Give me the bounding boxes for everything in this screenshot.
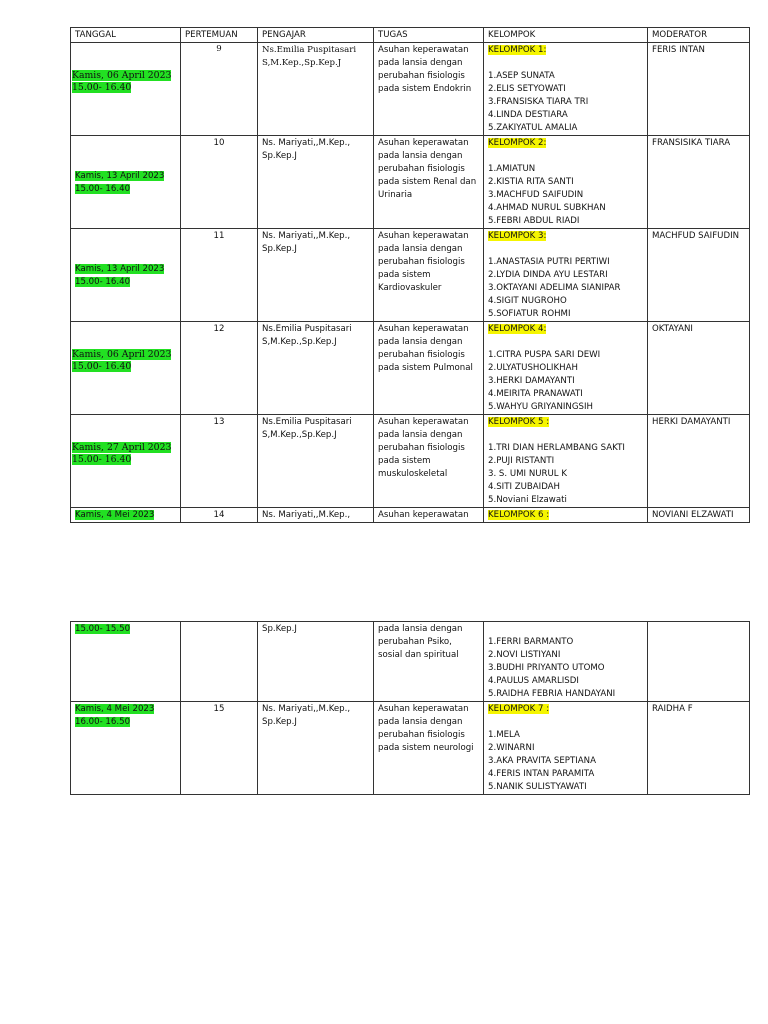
- teacher-cell: Ns. Mariyati,,M.Kep.,: [258, 508, 374, 523]
- member-item: 1.FERRI BARMANTO: [488, 637, 574, 647]
- table-row: [71, 322, 750, 415]
- time-text: 15.00- 16.40: [75, 183, 131, 194]
- group-cell: [484, 702, 648, 795]
- date-cell: [71, 415, 181, 508]
- table-row: [71, 622, 750, 702]
- task-cell: [374, 43, 484, 136]
- member-item: 3.AKA PRAVITA SEPTIANA: [488, 756, 596, 766]
- member-item: 1.ANASTASIA PUTRI PERTIWI: [488, 257, 610, 267]
- member-item: 1.TRI DIAN HERLAMBANG SAKTI: [488, 443, 625, 453]
- task-cell: [374, 702, 484, 795]
- member-item: 1.ASEP SUNATA: [488, 71, 555, 81]
- task-line: Asuhan keperawatan: [378, 417, 469, 427]
- teacher-cell: [258, 415, 374, 508]
- date-text: Kamis, 27 April 2023: [72, 441, 172, 453]
- group-label: KELOMPOK 2:: [488, 138, 547, 148]
- task-line: pada lansia dengan: [378, 151, 463, 161]
- header-tugas: TUGAS: [374, 28, 484, 43]
- task-cell: [374, 136, 484, 229]
- task-line: perubahan fisiologis: [378, 71, 465, 81]
- header-kelompok: KELOMPOK: [484, 28, 648, 43]
- time-text: 16.00- 16.50: [75, 717, 131, 727]
- moderator-cell: OKTAYANI: [648, 322, 750, 415]
- task-cell: [374, 415, 484, 508]
- date-cell: [71, 702, 181, 795]
- time-text: 15.00- 16.40: [75, 276, 131, 287]
- member-item: 4.SITI ZUBAIDAH: [488, 482, 560, 492]
- member-item: 3.BUDHI PRIYANTO UTOMO: [488, 663, 605, 673]
- task-line: pada sistem Pulmonal: [378, 363, 473, 373]
- task-line: pada lansia dengan: [378, 717, 463, 727]
- meeting-number: 15: [181, 702, 258, 795]
- task-line: pada sistem Renal dan: [378, 177, 477, 187]
- group-label: KELOMPOK 1:: [488, 45, 547, 55]
- member-item: 4.SIGIT NUGROHO: [488, 296, 567, 306]
- meeting-number: 12: [181, 322, 258, 415]
- group-cell: [484, 508, 648, 523]
- time-text: 15.00- 16.40: [72, 453, 132, 465]
- date-text: Kamis, 4 Mei 2023: [75, 510, 155, 520]
- date-cell: [71, 322, 181, 415]
- teacher-line: Ns.Emilia Puspitasari: [262, 45, 357, 55]
- task-line: perubahan fisiologis: [378, 257, 465, 267]
- task-cell: [374, 322, 484, 415]
- task-cell: Asuhan keperawatan: [374, 508, 484, 523]
- task-line: perubahan fisiologis: [378, 443, 465, 453]
- member-item: 3.FRANSISKA TIARA TRI: [488, 97, 589, 107]
- group-label: KELOMPOK 6 :: [488, 510, 550, 520]
- teacher-line: Ns. Mariyati,,M.Kep.,: [262, 138, 351, 148]
- meeting-number: 10: [181, 136, 258, 229]
- task-line: pada sistem: [378, 270, 431, 280]
- member-item: 5.SOFIATUR ROHMI: [488, 309, 571, 319]
- header-row: [71, 28, 750, 43]
- meeting-number: [181, 622, 258, 702]
- table-row: [71, 415, 750, 508]
- task-line: pada lansia dengan: [378, 244, 463, 254]
- date-text: Kamis, 13 April 2023: [75, 170, 165, 181]
- task-line: Asuhan keperawatan: [378, 231, 469, 241]
- task-cell: [374, 622, 484, 702]
- member-item: 3. S. UMI NURUL K: [488, 469, 567, 479]
- date-cell: [71, 508, 181, 523]
- meeting-number: 11: [181, 229, 258, 322]
- time-text: 15.00- 16.40: [72, 81, 132, 93]
- teacher-line: Sp.Kep.J: [262, 151, 297, 161]
- date-cell: [71, 229, 181, 322]
- schedule-table: [70, 27, 750, 523]
- member-item: 3.MACHFUD SAIFUDIN: [488, 190, 584, 200]
- time-text: 15.00- 15.50: [75, 624, 131, 634]
- member-item: 2.LYDIA DINDA AYU LESTARI: [488, 270, 608, 280]
- task-line: Kardiovaskuler: [378, 283, 442, 293]
- member-item: 5.WAHYU GRIYANINGSIH: [488, 402, 593, 412]
- member-item: 5.RAIDHA FEBRIA HANDAYANI: [488, 689, 616, 699]
- moderator-cell: FERIS INTAN: [648, 43, 750, 136]
- member-item: 5.FEBRI ABDUL RIADI: [488, 216, 580, 226]
- member-item: 1.CITRA PUSPA SARI DEWI: [488, 350, 601, 360]
- member-item: 2.ULYATUSHOLIKHAH: [488, 363, 578, 373]
- member-item: 2.PUJI RISTANTI: [488, 456, 555, 466]
- group-label: KELOMPOK 7 :: [488, 704, 550, 714]
- meeting-number: 9: [181, 43, 258, 136]
- teacher-line: Ns.Emilia Puspitasari: [262, 417, 352, 427]
- moderator-cell: MACHFUD SAIFUDIN: [648, 229, 750, 322]
- member-item: 2.KISTIA RITA SANTI: [488, 177, 574, 187]
- task-line: pada sistem Endokrin: [378, 84, 472, 94]
- teacher-line: Ns. Mariyati,,M.Kep.,: [262, 231, 351, 241]
- task-line: pada lansia dengan: [378, 58, 463, 68]
- member-item: 3.OKTAYANI ADELIMA SIANIPAR: [488, 283, 621, 293]
- teacher-cell: [258, 43, 374, 136]
- group-cell: [484, 322, 648, 415]
- header-tanggal: TANGGAL: [71, 28, 181, 43]
- task-line: Asuhan keperawatan: [378, 138, 469, 148]
- teacher-cell: [258, 702, 374, 795]
- teacher-line: S,M.Kep.,Sp.Kep.J: [262, 430, 337, 440]
- task-line: perubahan Psiko,: [378, 637, 452, 647]
- task-cell: [374, 229, 484, 322]
- teacher-cell: [258, 229, 374, 322]
- moderator-cell: [648, 622, 750, 702]
- task-line: pada lansia dengan: [378, 430, 463, 440]
- task-line: pada lansia dengan: [378, 337, 463, 347]
- task-line: muskuloskeletal: [378, 469, 448, 479]
- task-line: perubahan fisiologis: [378, 730, 465, 740]
- time-text: 15.00- 16.40: [72, 360, 132, 372]
- date-text: Kamis, 13 April 2023: [75, 263, 165, 274]
- table-row: [71, 136, 750, 229]
- meeting-number: 14: [181, 508, 258, 523]
- group-label: KELOMPOK 3:: [488, 231, 547, 241]
- table-row: [71, 702, 750, 795]
- schedule-table-continued: [70, 621, 750, 795]
- date-cell: [71, 136, 181, 229]
- group-cell: [484, 229, 648, 322]
- table-row: [71, 508, 750, 523]
- member-item: 4.LINDA DESTIARA: [488, 110, 568, 120]
- time-cell: [71, 622, 181, 702]
- member-item: 2.ELIS SETYOWATI: [488, 84, 566, 94]
- group-cell: [484, 415, 648, 508]
- moderator-cell: NOVIANI ELZAWATI: [648, 508, 750, 523]
- task-line: perubahan fisiologis: [378, 164, 465, 174]
- date-text: Kamis, 4 Mei 2023: [75, 704, 155, 714]
- group-cell: [484, 43, 648, 136]
- teacher-line: Sp.Kep.J: [262, 717, 297, 727]
- teacher-line: S,M.Kep.,Sp.Kep.J: [262, 58, 342, 68]
- moderator-cell: RAIDHA F: [648, 702, 750, 795]
- member-item: 5.Noviani Elzawati: [488, 495, 567, 505]
- group-cell: [484, 622, 648, 702]
- member-item: 5.ZAKIYATUL AMALIA: [488, 123, 578, 133]
- group-label: KELOMPOK 4:: [488, 324, 547, 334]
- member-item: 4.AHMAD NURUL SUBKHAN: [488, 203, 606, 213]
- member-item: 4.PAULUS AMARLISDI: [488, 676, 579, 686]
- teacher-line: Ns.Emilia Puspitasari: [262, 324, 352, 334]
- date-cell: [71, 43, 181, 136]
- moderator-cell: FRANSISIKA TIARA: [648, 136, 750, 229]
- date-text: Kamis, 06 April 2023: [72, 69, 172, 81]
- task-line: perubahan fisiologis: [378, 350, 465, 360]
- task-line: Asuhan keperawatan: [378, 324, 469, 334]
- task-line: pada lansia dengan: [378, 624, 463, 634]
- task-line: sosial dan spiritual: [378, 650, 459, 660]
- member-item: 3.HERKI DAMAYANTI: [488, 376, 575, 386]
- header-pertemuan: PERTEMUAN: [181, 28, 258, 43]
- teacher-line: Sp.Kep.J: [262, 244, 297, 254]
- task-line: pada sistem neurologi: [378, 743, 474, 753]
- member-item: 4.FERIS INTAN PARAMITA: [488, 769, 595, 779]
- member-item: 1.AMIATUN: [488, 164, 536, 174]
- date-text: Kamis, 06 April 2023: [72, 348, 172, 360]
- teacher-cell: [258, 322, 374, 415]
- header-moderator: MODERATOR: [648, 28, 750, 43]
- teacher-cell: Sp.Kep.J: [258, 622, 374, 702]
- task-line: pada sistem: [378, 456, 431, 466]
- task-line: Asuhan keperawatan: [378, 45, 469, 55]
- task-line: Asuhan keperawatan: [378, 704, 469, 714]
- member-item: 5.NANIK SULISTYAWATI: [488, 782, 587, 792]
- teacher-line: Ns. Mariyati,,M.Kep.,: [262, 704, 351, 714]
- member-item: 2.WINARNI: [488, 743, 535, 753]
- header-pengajar: PENGAJAR: [258, 28, 374, 43]
- member-item: 2.NOVI LISTIYANI: [488, 650, 561, 660]
- moderator-cell: HERKI DAMAYANTI: [648, 415, 750, 508]
- task-line: Urinaria: [378, 190, 413, 200]
- teacher-cell: [258, 136, 374, 229]
- group-cell: [484, 136, 648, 229]
- meeting-number: 13: [181, 415, 258, 508]
- group-label: KELOMPOK 5 :: [488, 417, 550, 427]
- table-row: [71, 229, 750, 322]
- teacher-line: S,M.Kep.,Sp.Kep.J: [262, 337, 337, 347]
- member-item: 4.MEIRITA PRANAWATI: [488, 389, 583, 399]
- member-item: 1.MELA: [488, 730, 520, 740]
- table-row: [71, 43, 750, 136]
